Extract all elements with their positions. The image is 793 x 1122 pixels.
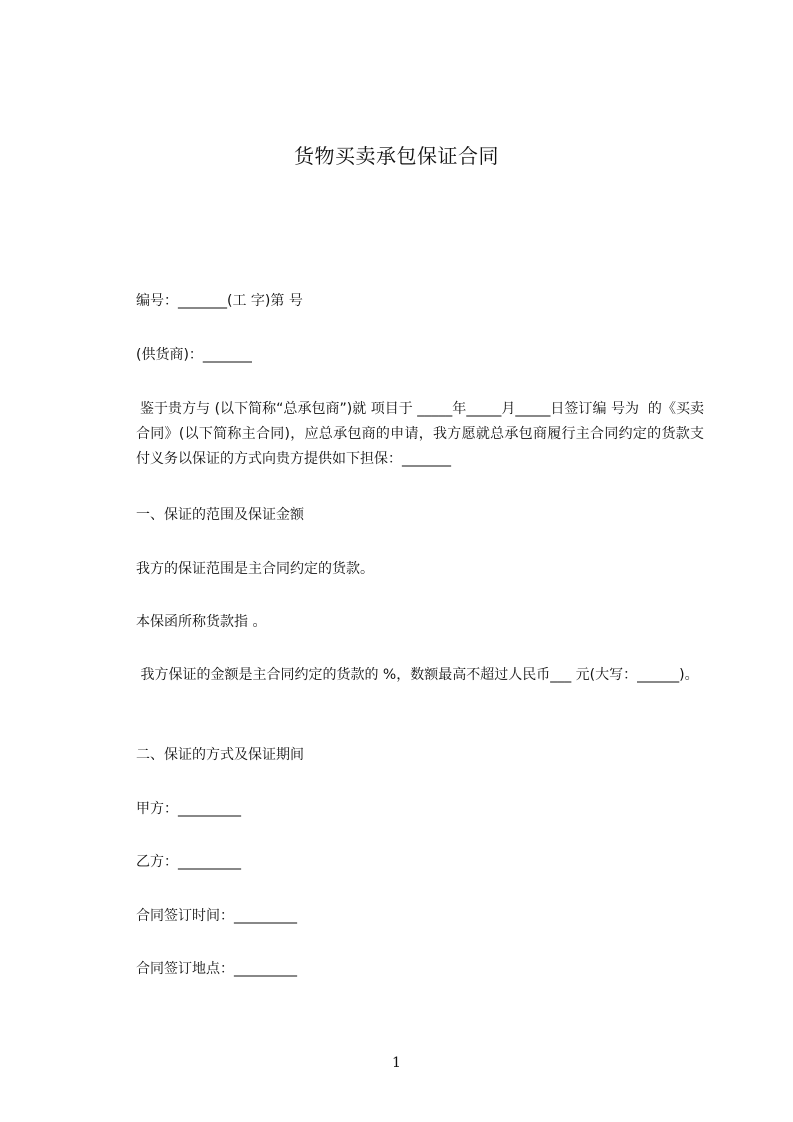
contract-number-line: 编号：_______(工 字)第 号: [136, 293, 303, 309]
section1-heading: 一、保证的范围及保证金额: [136, 507, 304, 523]
preamble-paragraph: 鉴于贵方与 (以下简称“总承包商”)就 项目于 _____年_____月_____日签订编 号为 的《买卖合同》(以下简称主合同)，应总承包商的申请，我方愿就总承包商履行主合同约定的货款支付义务以保证的方式向贵方提供如下担保：_______: [136, 401, 704, 467]
sign-place-line: 合同签订地点：_________: [136, 961, 297, 977]
party-b-line: 乙方：_________: [136, 854, 241, 870]
section2-heading: 二、保证的方式及保证期间: [136, 747, 304, 763]
sign-time-line: 合同签订时间：_________: [136, 908, 297, 924]
document-title: 货物买卖承包保证合同: [294, 144, 499, 168]
party-a-line: 甲方：_________: [136, 801, 241, 817]
page-number: 1: [392, 1055, 401, 1071]
section1-paragraph-scope: 我方的保证范围是主合同约定的货款。: [136, 561, 374, 577]
section1-paragraph-definition: 本保函所称货款指 。: [136, 614, 267, 630]
section1-paragraph-amount: 我方保证的金额是主合同约定的货款的 %，数额最高不超过人民币___ 元(大写：______)。: [136, 667, 699, 683]
supplier-line: (供货商)：_______: [136, 347, 252, 363]
